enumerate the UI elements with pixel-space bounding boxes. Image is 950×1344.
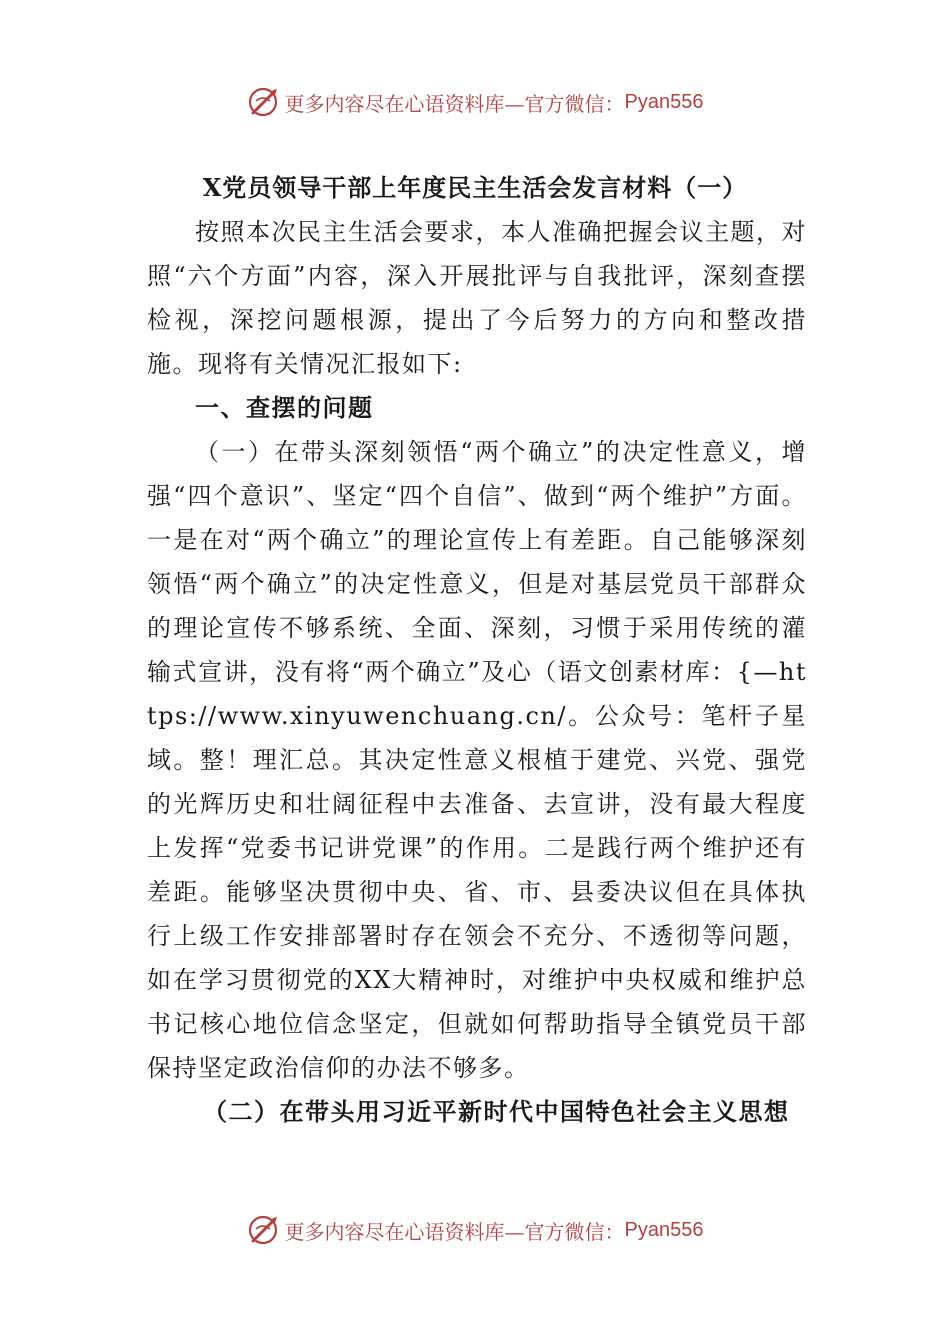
banner-wechat-id: Pyan556 bbox=[624, 90, 704, 113]
item-one-paragraph: （一）在带头深刻领悟“两个确立”的决定性意义，增强“四个意识”、坚定“四个自信”、做到“两个维护”方面。一是在对“两个确立”的理论宣传上有差距。自己能够深刻领悟“两个确立”的决定性意义，但是对基层党员干部群众的理论宣传不够系统、全面、深刻，习惯于采用传统的灌输式宣讲，没有将“两个确立”及心（语文创素材库：{—https://www.xinyuwenchuang.cn/。公众号：笔杆子星域。整！理汇总。其决定性意义根植于建党、兴党、强党的光辉历史和壮阔征程中去准备、去宣讲，没有最大程度上发挥“党委书记讲党课”的作用。二是践行两个维护还有差距。能够坚决贯彻中央、省、市、县委决议但在具体执行上级工作安排部署时存在领会不充分、不透彻等问题，如在学习贯彻党的XX大精神时，对维护中央权威和维护总书记核心地位信念坚定，但就如何帮助指导全镇党员干部保持坚定政治信仰的办法不够多。 bbox=[147, 438, 807, 1082]
header-watermark-banner bbox=[0, 80, 950, 124]
section-heading: 一、查摆的问题 bbox=[195, 393, 374, 422]
document-title: X党员领导干部上年度民主生活会发言材料（一） bbox=[202, 173, 748, 202]
item-two-heading: （二）在带头用习近平新时代中国特色社会主义思想 bbox=[203, 1097, 790, 1126]
document-body bbox=[147, 210, 807, 1134]
banner-wechat-id: Pyan556 bbox=[624, 1218, 704, 1241]
banner-text: 更多内容尽在心语资料库—官方微信： bbox=[284, 91, 625, 116]
footer-watermark-banner bbox=[0, 1208, 950, 1252]
pen-logo-icon bbox=[247, 85, 281, 119]
intro-paragraph: 按照本次民主生活会要求，本人准确把握会议主题，对照“六个方面”内容，深入开展批评与自我批评，深刻查摆检视，深挖问题根源，提出了今后努力的方向和整改措施。现将有关情况汇报如下: bbox=[147, 218, 807, 378]
banner-text: 更多内容尽在心语资料库—官方微信： bbox=[284, 1219, 625, 1244]
pen-logo-icon bbox=[247, 1213, 281, 1247]
